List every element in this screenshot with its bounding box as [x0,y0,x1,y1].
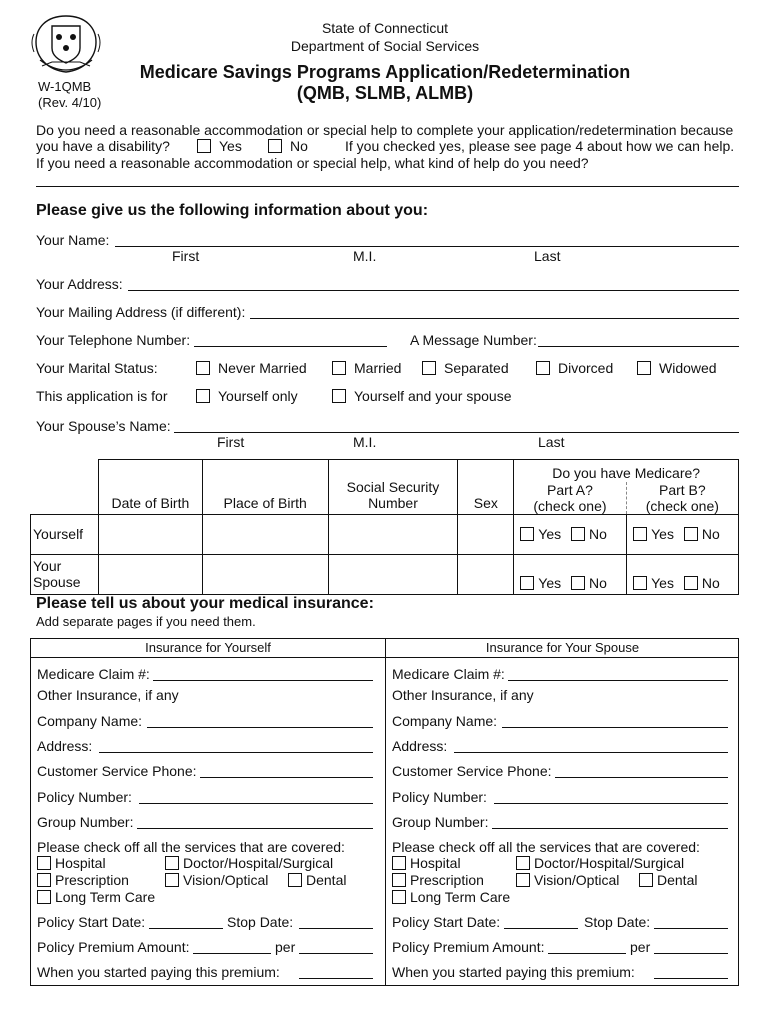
spouse-claim-label: Medicare Claim #: [392,666,505,682]
name-first-caption: First [172,248,200,264]
table-corner [31,460,99,515]
spouse-phone-label: Customer Service Phone: [392,763,552,779]
marital-separated-checkbox[interactable]: Separated [422,360,509,376]
name-mi-caption: M.I. [353,248,377,264]
self-address-field[interactable] [99,752,373,753]
self-stop-date-label: Stop Date: [227,914,294,930]
self-doctor-checkbox[interactable]: Doctor/Hospital/Surgical [165,855,333,871]
medicare-question: Do you have Medicare? [552,465,701,481]
spouse-address-field[interactable] [454,752,728,753]
address-label: Your Address: [36,276,123,292]
spouse-prescription-checkbox[interactable]: Prescription [392,872,484,888]
self-claim-field[interactable] [153,680,373,681]
sex-header: Sex [458,460,514,515]
spouse-dental-checkbox[interactable]: Dental [639,872,697,888]
self-policy-label: Policy Number: [37,789,132,805]
marital-never-married-checkbox[interactable]: Never Married [196,360,307,376]
marital-widowed-checkbox[interactable]: Widowed [637,360,717,376]
self-group-label: Group Number: [37,814,134,830]
spouse-part-a-no-checkbox[interactable]: No [571,575,607,591]
message-number-label: A Message Number: [410,332,537,348]
spouse-stop-date-label: Stop Date: [584,914,651,930]
mailing-address-label: Your Mailing Address (if different): [36,304,246,320]
spouse-vision-checkbox[interactable]: Vision/Optical [516,872,619,888]
application-spouse-checkbox[interactable]: Yourself and your spouse [332,388,511,404]
self-phone-field[interactable] [200,777,373,778]
telephone-field[interactable] [194,346,387,347]
part-a-header: Part A? (check one) [514,482,626,514]
spouse-part-a-yes-checkbox[interactable]: Yes [520,575,561,591]
spouse-name-field[interactable] [174,432,739,433]
application-for-label: This application is for [36,388,168,404]
spouse-policy-label: Policy Number: [392,789,487,805]
personal-info-table [30,459,739,595]
spouse-start-date-field[interactable] [504,928,578,929]
yourself-pob-cell[interactable] [202,515,328,555]
spouse-part-b-cell [627,555,739,595]
accommodation-yes-checkbox[interactable]: Yes [197,138,242,154]
self-per-field[interactable] [299,953,373,954]
insurance-spouse-header: Insurance for Your Spouse [485,640,640,655]
spouse-premium-label: Policy Premium Amount: [392,939,545,955]
spouse-dob-cell[interactable] [98,555,202,595]
spouse-company-label: Company Name: [392,713,498,729]
self-paying-field[interactable] [299,978,373,979]
self-address-label: Address: [37,738,93,754]
accommodation-no-checkbox[interactable]: No [268,138,308,154]
name-label: Your Name: [36,232,110,248]
spouse-group-field[interactable] [492,828,728,829]
form-subtitle: (QMB, SLMB, ALMB) [296,83,474,103]
self-group-field[interactable] [137,828,373,829]
spouse-group-label: Group Number: [392,814,489,830]
self-start-date-field[interactable] [149,928,223,929]
spouse-sex-cell[interactable] [458,555,514,595]
application-yourself-checkbox[interactable]: Yourself only [196,388,298,404]
spouse-policy-field[interactable] [494,803,728,804]
accommodation-text-1: Do you need a reasonable accommodation or special help to complete your application/redetermination because [36,122,734,138]
marital-married-checkbox[interactable]: Married [332,360,401,376]
spouse-first-caption: First [217,434,245,450]
spouse-services-label: Please check off all the services that are covered: [392,839,700,855]
message-number-field[interactable] [538,346,739,347]
yourself-part-a-cell [514,515,627,555]
self-prescription-checkbox[interactable]: Prescription [37,872,129,888]
marital-divorced-checkbox[interactable]: Divorced [536,360,613,376]
spouse-paying-label: When you started paying this premium: [392,964,635,980]
spouse-doctor-checkbox[interactable]: Doctor/Hospital/Surgical [516,855,684,871]
self-phone-label: Customer Service Phone: [37,763,197,779]
spouse-start-date-label: Policy Start Date: [392,914,501,930]
state-seal-icon [28,12,104,80]
ssn-header: Social Security Number [328,460,458,515]
marital-status-label: Your Marital Status: [36,360,158,376]
spouse-ssn-cell[interactable] [328,555,458,595]
self-hospital-checkbox[interactable]: Hospital [37,855,106,871]
accommodation-note: If you checked yes, please see page 4 about how we can help. [345,138,735,154]
spouse-claim-field[interactable] [508,680,728,681]
spouse-stop-date-field[interactable] [654,928,728,929]
spouse-part-b-no-checkbox[interactable]: No [684,575,720,591]
spouse-company-field[interactable] [502,727,728,728]
yourself-sex-cell[interactable] [458,515,514,555]
self-dental-checkbox[interactable]: Dental [288,872,346,888]
spouse-part-b-yes-checkbox[interactable]: Yes [633,575,674,591]
spouse-pob-cell[interactable] [202,555,328,595]
self-policy-field[interactable] [139,803,373,804]
address-field[interactable] [128,290,739,291]
spouse-phone-field[interactable] [555,777,728,778]
yourself-part-a-no-checkbox[interactable]: No [571,526,607,542]
spouse-part-a-cell [514,555,627,595]
self-ltc-checkbox[interactable]: Long Term Care [37,889,155,905]
self-premium-field[interactable] [193,953,271,954]
mailing-address-field[interactable] [250,318,739,319]
self-per-label: per [275,939,296,955]
form-number: W-1QMB [38,79,92,94]
self-claim-label: Medicare Claim #: [37,666,150,682]
spouse-last-caption: Last [538,434,565,450]
self-company-label: Company Name: [37,713,143,729]
medicare-header [514,460,739,515]
place-of-birth-header: Place of Birth [202,460,328,515]
spouse-ltc-checkbox[interactable]: Long Term Care [392,889,510,905]
self-start-date-label: Policy Start Date: [37,914,146,930]
yourself-part-b-yes-checkbox[interactable]: Yes [633,526,674,542]
accommodation-text-3: If you need a reasonable accommodation or special help, what kind of help do you need? [36,155,589,171]
self-premium-label: Policy Premium Amount: [37,939,190,955]
name-field[interactable] [115,246,739,247]
self-other-insurance: Other Insurance, if any [37,687,179,703]
department-name: Department of Social Services [290,38,480,54]
accommodation-text-2: you have a disability? [36,138,170,154]
spouse-paying-field[interactable] [654,978,728,979]
yourself-part-b-no-checkbox[interactable]: No [684,526,720,542]
accommodation-help-field[interactable] [36,186,739,187]
spouse-address-label: Address: [392,738,448,754]
medical-insurance-heading: Please tell us about your medical insurance: [36,595,374,612]
about-you-heading: Please give us the following information about you: [36,202,429,219]
part-b-header: Part B? (check one) [645,482,719,514]
telephone-label: Your Telephone Number: [36,332,191,348]
spouse-premium-field[interactable] [548,953,626,954]
date-of-birth-header: Date of Birth [98,460,202,515]
yourself-dob-cell[interactable] [98,515,202,555]
self-vision-checkbox[interactable]: Vision/Optical [165,872,268,888]
self-stop-date-field[interactable] [299,928,373,929]
row-yourself-label: Yourself [31,515,99,555]
row-spouse-label: Your Spouse [31,555,99,595]
insurance-self-header: Insurance for Yourself [145,640,271,655]
name-last-caption: Last [534,248,561,264]
spouse-per-field[interactable] [654,953,728,954]
self-services-label: Please check off all the services that are covered: [37,839,345,855]
spouse-per-label: per [630,939,651,955]
yourself-part-a-yes-checkbox[interactable]: Yes [520,526,561,542]
yourself-part-b-cell [627,515,739,555]
insurance-table [30,638,739,986]
spouse-name-label: Your Spouse’s Name: [36,418,171,434]
form-title: Medicare Savings Programs Application/Redetermination [139,62,631,82]
yourself-ssn-cell[interactable] [328,515,458,555]
self-paying-label: When you started paying this premium: [37,964,280,980]
form-revision: (Rev. 4/10) [38,95,102,110]
medical-insurance-subheading: Add separate pages if you need them. [36,614,256,629]
spouse-hospital-checkbox[interactable]: Hospital [392,855,461,871]
state-name: State of Connecticut [321,20,449,36]
self-company-field[interactable] [147,727,373,728]
spouse-mi-caption: M.I. [353,434,377,450]
spouse-other-insurance: Other Insurance, if any [392,687,534,703]
